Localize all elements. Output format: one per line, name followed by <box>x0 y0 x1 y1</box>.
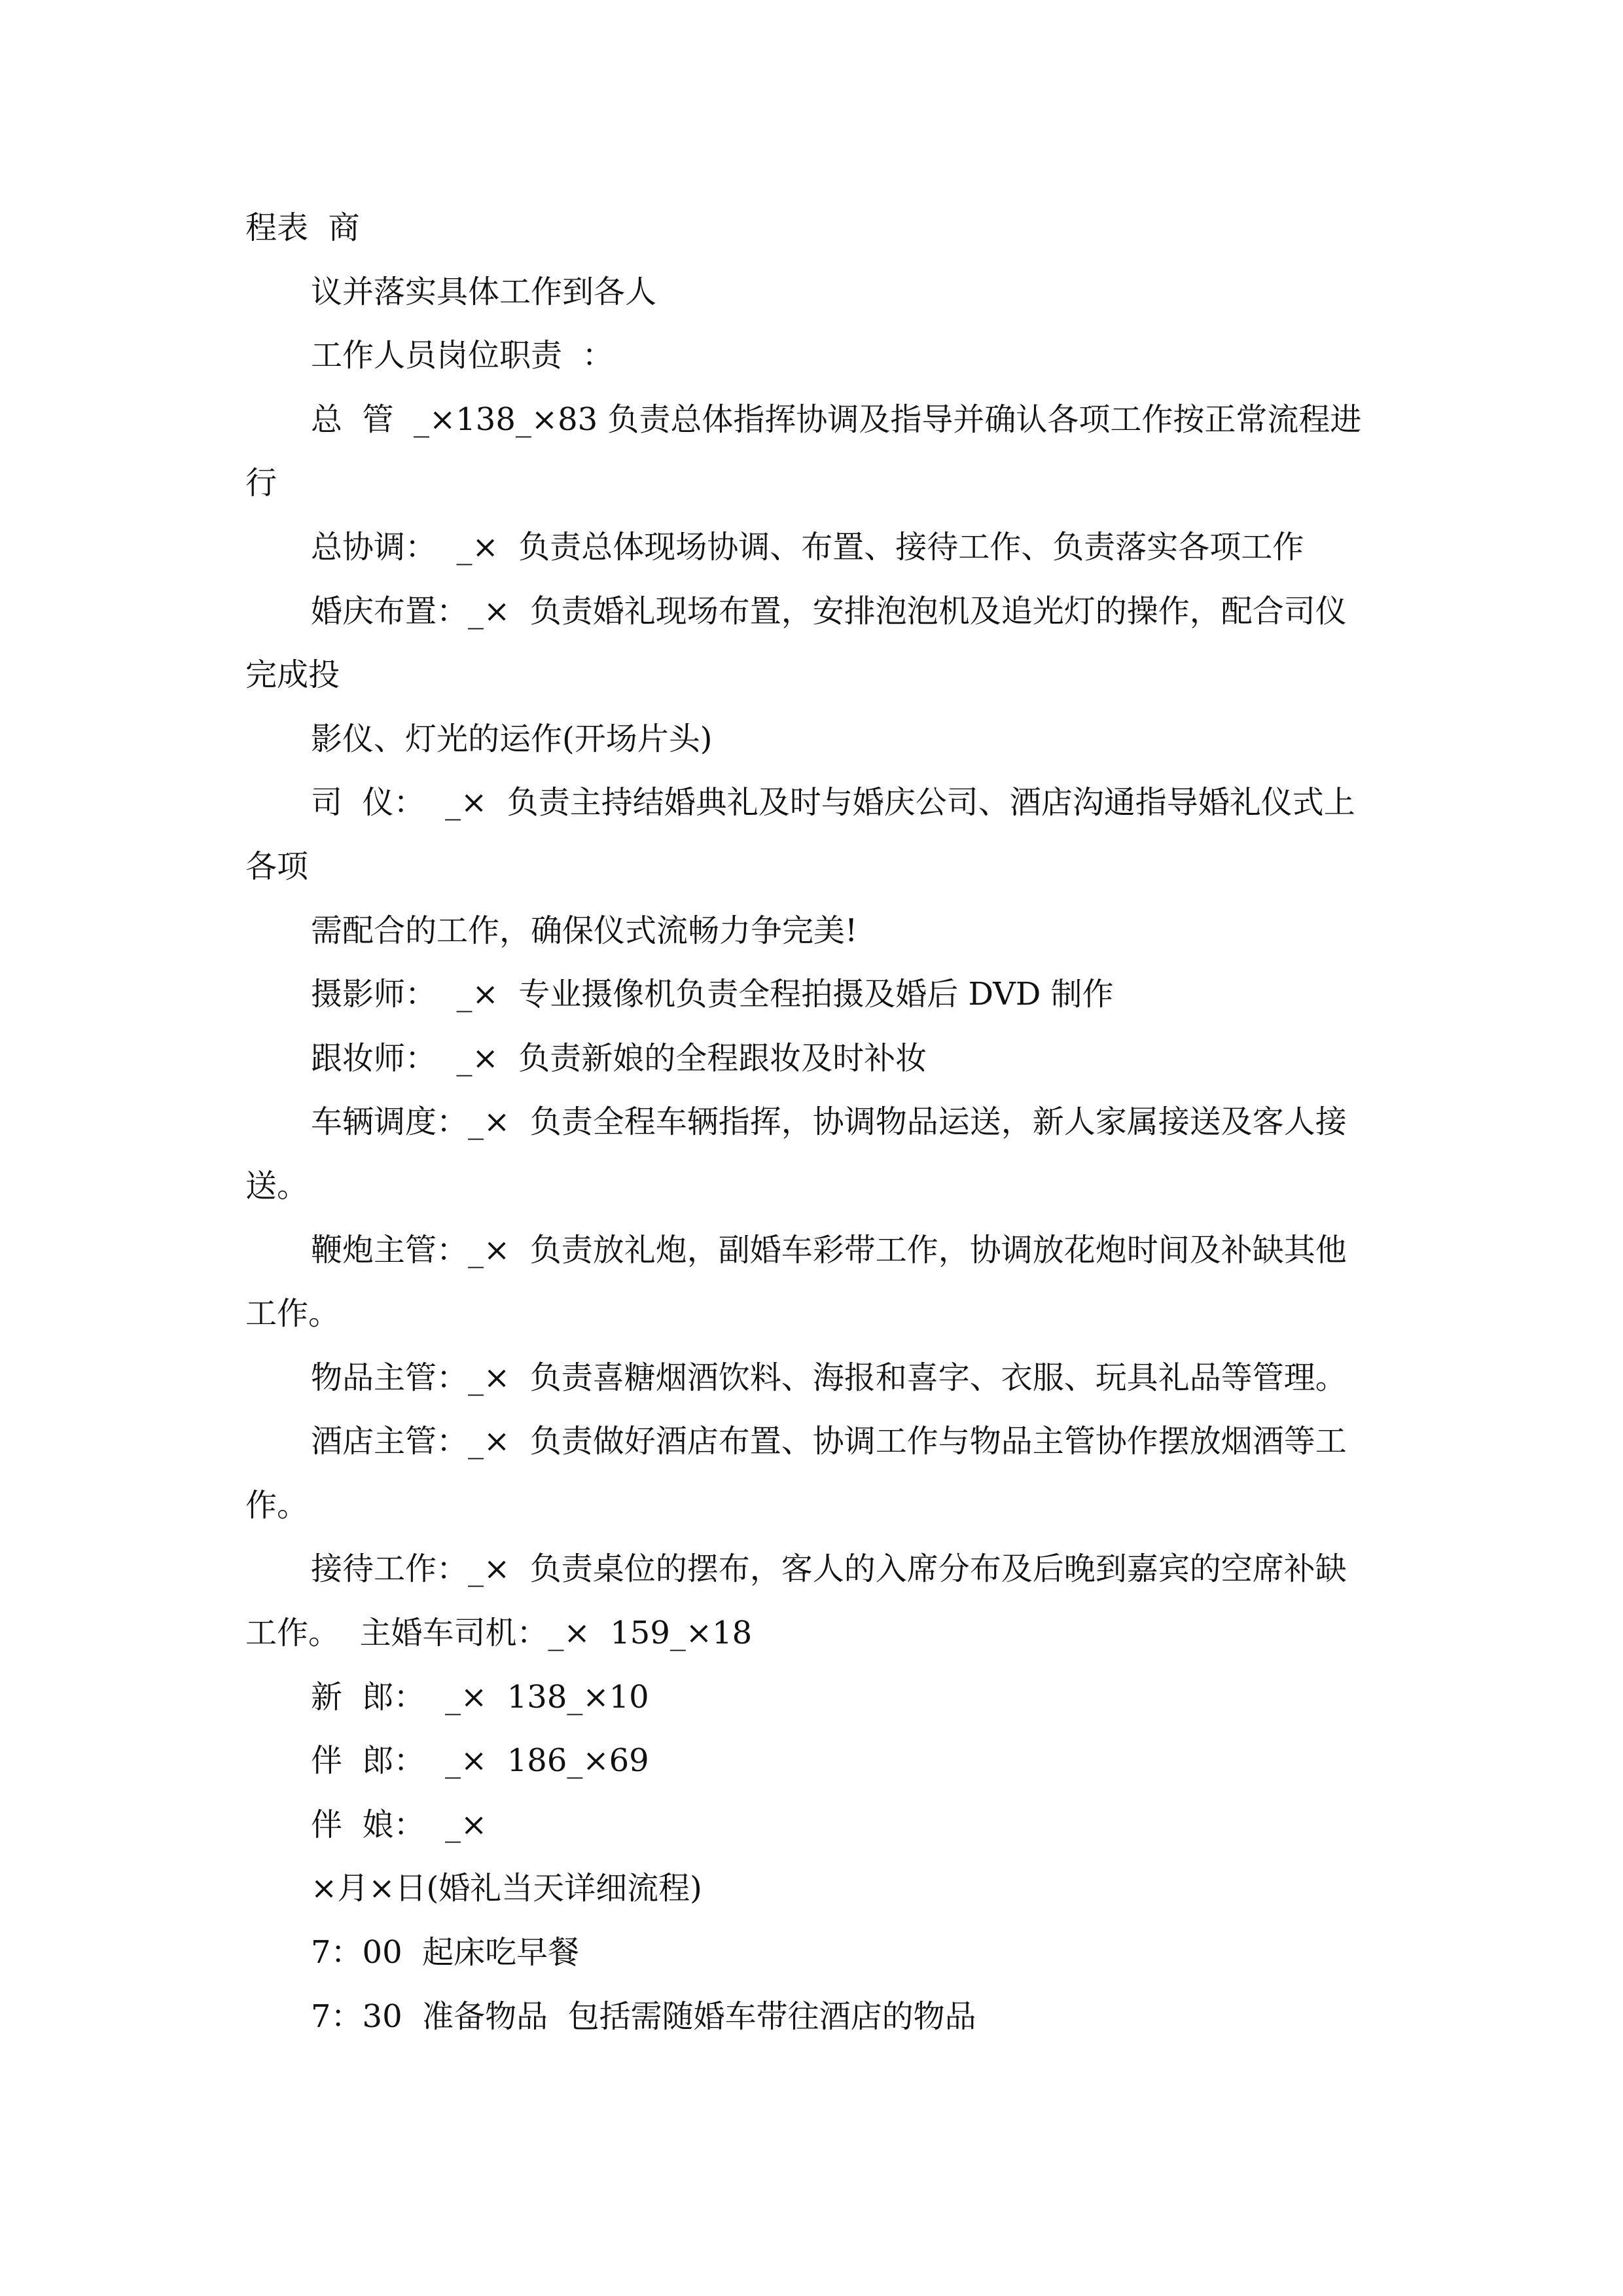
text-line: 行 <box>245 465 277 502</box>
text-line: 议并落实具体工作到各人 <box>311 273 657 310</box>
text-line: 送。 <box>245 1167 309 1204</box>
text-line: 影仪、灯光的运作(开场片头) <box>311 720 713 757</box>
text-line: 车辆调度：_× 负责全程车辆指挥，协调物品运送，新人家属接送及客人接 <box>311 1103 1347 1141</box>
text-line: 程表 商 <box>245 209 360 246</box>
text-line: ×月×日(婚礼当天详细流程) <box>311 1870 702 1907</box>
text-line: 工作。 主婚车司机：_× 159_×18 <box>245 1615 753 1652</box>
text-line: 跟妆师： _× 负责新娘的全程跟妆及时补妆 <box>311 1039 927 1077</box>
text-line: 伴 郎： _× 186_×69 <box>311 1742 649 1780</box>
text-line: 司 仪： _× 负责主持结婚典礼及时与婚庆公司、酒店沟通指导婚礼仪式上 <box>311 784 1355 821</box>
text-line: 酒店主管：_× 负责做好酒店布置、协调工作与物品主管协作摆放烟酒等工 <box>311 1423 1347 1460</box>
text-line: 鞭炮主管：_× 负责放礼炮，副婚车彩带工作，协调放花炮时间及补缺其他 <box>311 1231 1347 1268</box>
text-line: 婚庆布置：_× 负责婚礼现场布置，安排泡泡机及追光灯的操作，配合司仪 <box>311 592 1347 630</box>
text-line: 作。 <box>245 1486 309 1524</box>
text-line: 工作人员岗位职责 ： <box>311 337 614 374</box>
text-line: 总协调： _× 负责总体现场协调、布置、接待工作、负责落实各项工作 <box>311 528 1304 565</box>
document-body <box>245 196 1397 2049</box>
text-line: 需配合的工作，确保仪式流畅力争完美! <box>311 912 858 949</box>
text-line: 接待工作：_× 负责桌位的摆布，客人的入席分布及后晚到嘉宾的空席补缺 <box>311 1551 1347 1588</box>
text-line: 伴 娘： _× <box>311 1806 488 1843</box>
text-line: 工作。 <box>245 1295 340 1333</box>
text-line: 总 管 _×138_×83 负责总体指挥协调及指导并确认各项工作按正常流程进 <box>311 401 1362 438</box>
text-line: 各项 <box>245 848 309 885</box>
text-line: 完成投 <box>245 656 340 694</box>
text-line: 物品主管：_× 负责喜糖烟酒饮料、海报和喜字、衣服、玩具礼品等管理。 <box>311 1359 1347 1396</box>
text-line: 摄影师： _× 专业摄像机负责全程拍摄及婚后 DVD 制作 <box>311 976 1114 1013</box>
text-line: 新 郎： _× 138_×10 <box>311 1678 649 1715</box>
text-line: 7：30 准备物品 包括需随婚车带往酒店的物品 <box>311 1998 976 2035</box>
text-line: 7：00 起床吃早餐 <box>311 1934 580 1971</box>
